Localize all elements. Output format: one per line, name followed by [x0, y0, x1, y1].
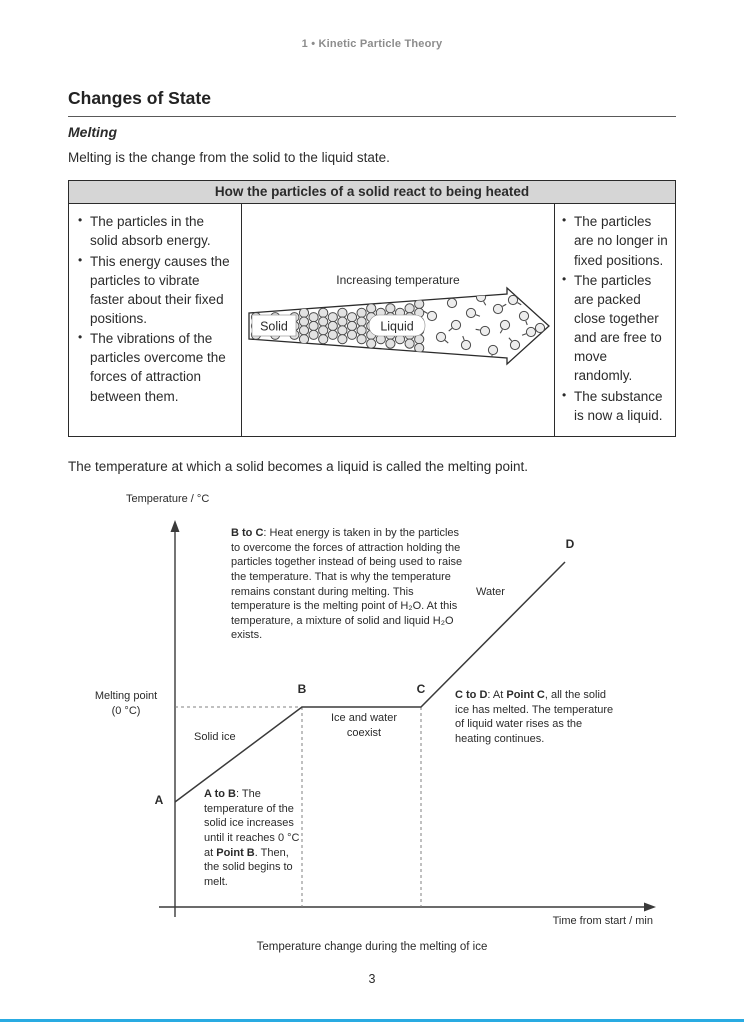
list-item: • The particles in the solid absorb energy.	[77, 212, 235, 250]
x-axis-arrowhead	[644, 903, 656, 912]
annotation-lead: C to D	[455, 689, 488, 702]
melting-point-line1: Melting point	[94, 690, 158, 703]
coexist-line1: Ice and water	[330, 712, 398, 725]
melting-graph	[68, 492, 676, 938]
coexist-label	[306, 711, 422, 740]
list-item: • This energy causes the particles to vibrate faster about their fixed positions.	[77, 252, 235, 329]
melting-point-paragraph: The temperature at which a solid becomes a liquid is called the melting point.	[68, 459, 528, 475]
table-cell-liquid-result	[554, 204, 673, 436]
subsection-title: Melting	[68, 124, 117, 140]
table-cell-solid-behaviour	[69, 204, 241, 436]
annotation-bold: Point B	[216, 846, 255, 859]
section-title: Changes of State	[68, 88, 676, 117]
list-item: • The particles are no longer in fixed positions.	[561, 212, 669, 269]
particles-heated-table	[68, 180, 676, 437]
x-axis-label: Time from start / min	[552, 915, 653, 928]
bottom-accent-rule	[0, 1019, 744, 1022]
annotation-text: : At	[487, 689, 507, 702]
melting-point-label	[80, 689, 172, 718]
intro-paragraph: Melting is the change from the solid to the liquid state.	[68, 150, 390, 165]
annotation-a-to-b	[204, 787, 304, 889]
water-label: Water	[476, 586, 505, 599]
page-number: 3	[368, 972, 376, 987]
y-axis-arrowhead	[171, 520, 180, 532]
solid-ice-label: Solid ice	[194, 731, 236, 744]
point-b-label: B	[297, 682, 307, 697]
particle-arrow-svg	[242, 204, 555, 436]
liquid-label: Liquid	[380, 319, 414, 334]
annotation-bold: Point C	[506, 689, 545, 702]
point-c-label: C	[416, 682, 426, 697]
annotation-lead: A to B	[204, 788, 236, 801]
point-d-label: D	[565, 537, 575, 552]
annotation-text: , all the solid ice has melted. The temperature of liquid water rises as the heating continues.	[455, 689, 614, 745]
page-content	[68, 88, 676, 986]
running-head: 1 • Kinetic Particle Theory	[301, 38, 443, 50]
annotation-text: . Then, the solid begins to melt.	[204, 846, 293, 888]
annotation-b-to-c	[231, 526, 471, 642]
melting-point-line2: (0 °C)	[111, 704, 141, 717]
solid-label: Solid	[260, 319, 288, 334]
coexist-line2: coexist	[346, 726, 382, 739]
list-item: • The vibrations of the particles overcome the forces of attraction between them.	[77, 329, 235, 406]
right-bullet-list	[561, 212, 669, 425]
table-body	[69, 204, 675, 436]
annotation-lead: B to C	[231, 527, 264, 540]
point-a-label: A	[154, 793, 164, 808]
annotation-text: : Heat energy is taken in by the particles to overcome the forces of attraction holding the particles together instead of being used to raise the temperature. That is why the temperature remains constant during melting. This temperature is the melting point of H₂O. At this temperature, a mixture of solid and liquid H₂O exists.	[231, 527, 463, 642]
list-item: • The particles are packed close together and are free to move randomly.	[561, 271, 669, 386]
y-axis-label: Temperature / °C	[126, 493, 210, 506]
graph-caption: Temperature change during the melting of ice	[256, 941, 488, 954]
table-header: How the particles of a solid react to being heated	[69, 181, 675, 204]
left-bullet-list	[77, 212, 235, 406]
increasing-temperature-label: Increasing temperature	[336, 273, 460, 288]
annotation-c-to-d	[455, 688, 621, 746]
table-cell-diagram	[241, 204, 554, 436]
annotation-text: : The temperature of the solid ice increases until it reaches 0 °C at	[204, 788, 300, 859]
list-item: • The substance is now a liquid.	[561, 387, 669, 425]
